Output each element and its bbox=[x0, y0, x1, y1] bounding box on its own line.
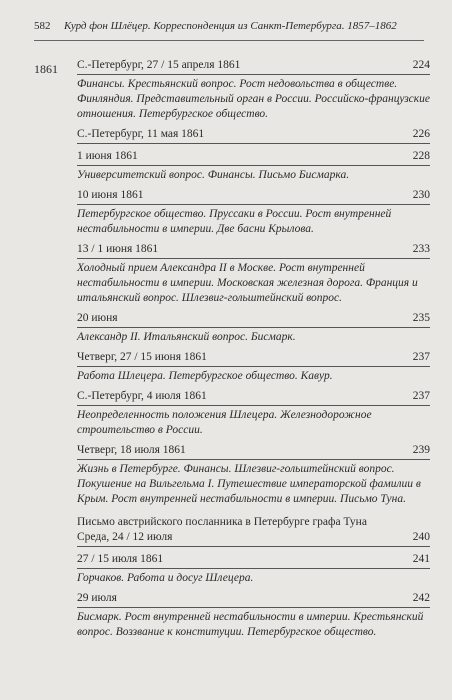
entry-page: 240 bbox=[412, 531, 430, 543]
entry-page: 228 bbox=[412, 150, 430, 162]
entry-summary: Петербургское общество. Пруссаки в России. Рост внутренней нестабильности в империи. Две басни Крылова. bbox=[77, 208, 392, 235]
toc-entry bbox=[77, 443, 430, 507]
entry-heading bbox=[77, 530, 430, 547]
toc-entry bbox=[77, 311, 430, 345]
entry-date: С.-Петербург, 27 / 15 апреля 1861 bbox=[77, 59, 241, 71]
running-header bbox=[34, 20, 424, 38]
entry-date: Четверг, 18 июля 1861 bbox=[77, 444, 186, 456]
entry-date: Среда, 24 / 12 июля bbox=[77, 531, 173, 543]
year-label: 1861 bbox=[34, 62, 58, 76]
header-rule bbox=[34, 40, 424, 41]
entry-summary: Финансы. Крестьянский вопрос. Рост недовольства в обществе. Финляндия. Представительный орган в России. Российско-французские отношения. Петербургское общество. bbox=[77, 78, 430, 120]
entry-page: 226 bbox=[412, 128, 430, 140]
toc-entry bbox=[77, 188, 430, 237]
letter-entry bbox=[77, 515, 430, 547]
toc-entry bbox=[77, 350, 430, 384]
entry-date: 29 июля bbox=[77, 592, 117, 604]
toc-entry bbox=[77, 127, 430, 144]
toc-entry bbox=[77, 242, 430, 306]
entry-date: С.-Петербург, 11 мая 1861 bbox=[77, 128, 205, 140]
entry-heading bbox=[77, 552, 430, 569]
entry-date: 13 / 1 июня 1861 bbox=[77, 243, 159, 255]
entry-heading bbox=[77, 389, 430, 406]
page-number: 582 bbox=[34, 20, 51, 32]
entry-heading bbox=[77, 188, 430, 205]
entry-page: 242 bbox=[412, 592, 430, 604]
entry-heading bbox=[77, 443, 430, 460]
letter-title: Письмо австрийского посланника в Петербурге графа Туна bbox=[77, 516, 367, 528]
entry-date: 20 июня bbox=[77, 312, 118, 324]
toc-entry bbox=[77, 58, 430, 122]
entry-page: 237 bbox=[412, 351, 430, 363]
entry-date: 10 июня 1861 bbox=[77, 189, 144, 201]
entry-summary: Александр II. Итальянский вопрос. Бисмарк. bbox=[77, 331, 296, 343]
entry-page: 224 bbox=[412, 59, 430, 71]
entry-page: 237 bbox=[412, 390, 430, 402]
entry-summary: Жизнь в Петербурге. Финансы. Шлезвиг-гольштейнский вопрос. Покушение на Вильгельма I. Путешествие императорской фамилии в Крым. Рост внутренней нестабильности в империи. Письмо Туна. bbox=[77, 463, 421, 505]
toc-entry bbox=[77, 149, 430, 183]
entry-summary: Бисмарк. Рост внутренней нестабильности в империи. Крестьянский вопрос. Воззвание к конституции. Петербургское общество. bbox=[77, 611, 424, 638]
entry-heading bbox=[77, 127, 430, 144]
entry-heading bbox=[77, 149, 430, 166]
entry-summary: Неопределенность положения Шлецера. Железнодорожное строительство в России. bbox=[77, 409, 372, 436]
entry-date: С.-Петербург, 4 июля 1861 bbox=[77, 390, 207, 402]
entry-summary: Университетский вопрос. Финансы. Письмо Бисмарка. bbox=[77, 169, 350, 181]
entry-date: 27 / 15 июля 1861 bbox=[77, 553, 164, 565]
entry-heading bbox=[77, 311, 430, 328]
toc-entry bbox=[77, 552, 430, 586]
entry-heading bbox=[77, 350, 430, 367]
contents-list bbox=[77, 58, 430, 645]
entry-page: 233 bbox=[412, 243, 430, 255]
entry-heading bbox=[77, 591, 430, 608]
entry-summary: Горчаков. Работа и досуг Шлецера. bbox=[77, 572, 254, 584]
entry-heading bbox=[77, 58, 430, 75]
entry-page: 239 bbox=[412, 444, 430, 456]
entry-date: Четверг, 27 / 15 июня 1861 bbox=[77, 351, 207, 363]
entry-page: 235 bbox=[412, 312, 430, 324]
entry-page: 241 bbox=[412, 553, 430, 565]
entry-summary: Работа Шлецера. Петербургское общество. Кавур. bbox=[77, 370, 333, 382]
running-title: Курд фон Шлёцер. Корреспонденция из Санкт-Петербурга. 1857–1862 bbox=[64, 20, 397, 32]
toc-entry bbox=[77, 591, 430, 640]
entry-heading bbox=[77, 242, 430, 259]
entry-summary: Холодный прием Александра II в Москве. Рост внутренней нестабильности в империи. Московская железная дорога. Франция и итальянский вопрос. Шлезвиг-гольштейнский вопрос. bbox=[77, 262, 418, 304]
entry-date: 1 июня 1861 bbox=[77, 150, 138, 162]
toc-entry bbox=[77, 389, 430, 438]
entry-page: 230 bbox=[412, 189, 430, 201]
